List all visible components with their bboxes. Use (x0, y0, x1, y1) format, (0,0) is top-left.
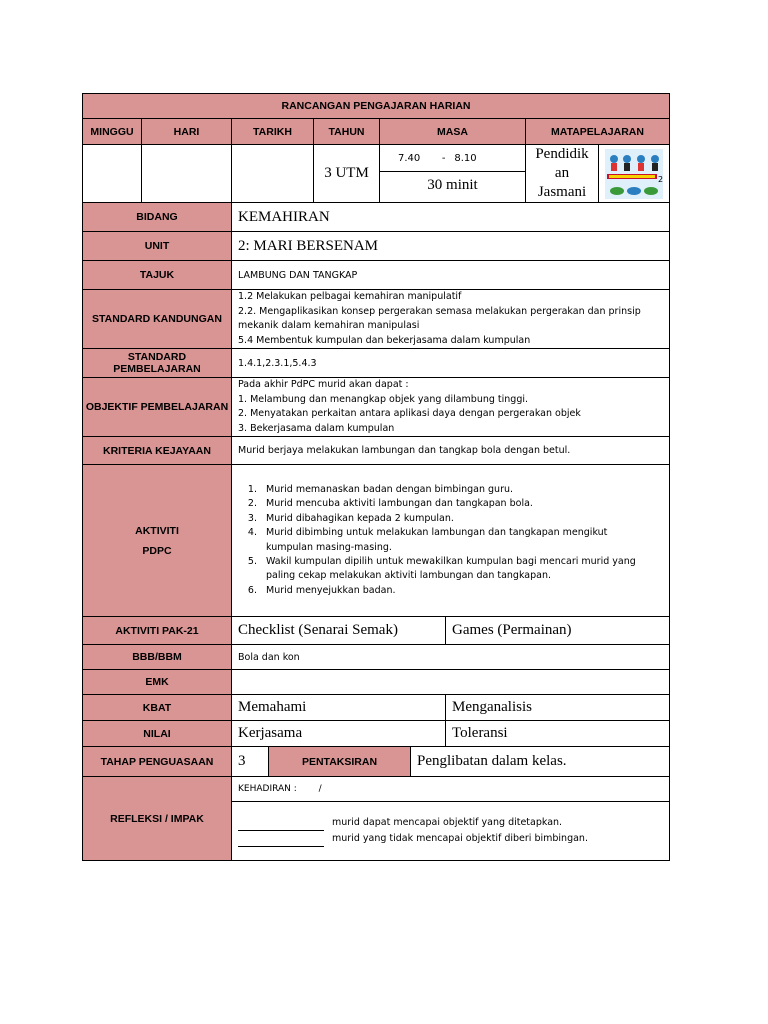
label-tajuk: TAJUK (83, 261, 232, 290)
label-objektif: OBJEKTIF PEMBELAJARAN (83, 378, 232, 437)
objektif-line-2: 1. Melambung dan menangkap objek yang dilambung tinggi. (238, 393, 529, 405)
value-tahap: 3 (232, 747, 269, 776)
lesson-plan-sheet (82, 93, 669, 861)
value-kbat-b: Menganalisis (446, 695, 670, 721)
value-kbat-a: Memahami (232, 695, 446, 721)
value-tajuk: LAMBUNG DAN TANGKAP (232, 261, 670, 290)
label-kbat: KBAT (83, 695, 232, 721)
subject-line-2: an (554, 165, 570, 181)
document-title: RANCANGAN PENGAJARAN HARIAN (83, 94, 670, 119)
value-standard-kandungan (232, 290, 670, 349)
value-pak21-a: Checklist (Senarai Semak) (232, 617, 446, 645)
value-emk (232, 670, 670, 695)
header-minggu: MINGGU (83, 119, 142, 145)
aktiviti-item-4: 4. Murid dibimbing untuk melakukan lambungan dan tangkapan mengikut kumpulan masing-masing. (260, 526, 655, 555)
subject-cell (526, 145, 599, 203)
label-nilai: NILAI (83, 721, 232, 747)
refleksi-lines (232, 801, 669, 860)
label-bidang: BIDANG (83, 203, 232, 232)
masa-end: 8.10 (454, 153, 477, 165)
value-pentaksiran: Penglibatan dalam kelas. (417, 753, 567, 769)
minggu-cell (83, 145, 142, 203)
header-tarikh: TARIKH (232, 119, 314, 145)
header-matapelajaran: MATAPELAJARAN (526, 119, 670, 145)
value-objektif (232, 378, 670, 437)
aktiviti-item-3: 3. Murid dibahagikan kepada 2 kumpulan. (260, 512, 655, 526)
value-standard-pembelajaran: 1.4.1,2.3.1,5.4.3 (232, 349, 670, 378)
tahap-row (232, 747, 670, 777)
header-hari: HARI (142, 119, 232, 145)
label-refleksi: REFLEKSI / IMPAK (83, 777, 232, 861)
label-standard-pembelajaran: STANDARD PEMBELAJARAN (83, 349, 232, 378)
masa-cell (380, 145, 526, 203)
refleksi-blank-1 (238, 821, 324, 831)
label-aktiviti-line-1: AKTIVITI (135, 524, 179, 537)
aktiviti-item-2: 2. Murid mencuba aktiviti lambungan dan tangkapan bola. (260, 497, 655, 511)
label-aktiviti-line-2: PDPC (142, 544, 172, 557)
label-unit: UNIT (83, 232, 232, 261)
lesson-plan-table (82, 93, 670, 861)
value-bidang: KEMAHIRAN (232, 203, 670, 232)
refleksi-text-2: murid yang tidak mencapai objektif diberi bimbingan. (332, 832, 588, 844)
objektif-line-3: 2. Menyatakan perkaitan antara aplikasi daya dengan pergerakan objek (238, 408, 581, 419)
sk-line-2: 2.2. Mengaplikasikan konsep pergerakan semasa melakukan pergerakan dan prinsip (238, 305, 641, 317)
label-pak21: AKTIVITI PAK-21 (83, 617, 232, 645)
subject-line-3: Jasmani (537, 184, 587, 200)
refleksi-cell (232, 777, 670, 861)
label-pentaksiran: PENTAKSIRAN (269, 747, 411, 776)
kehadiran-slash: / (318, 783, 322, 794)
label-emk: EMK (83, 670, 232, 695)
label-tahap: TAHAP PENGUASAAN (83, 747, 232, 777)
value-pak21-b: Games (Permainan) (446, 617, 670, 645)
kehadiran-label: KEHADIRAN : (238, 783, 297, 794)
label-aktiviti (83, 465, 232, 617)
value-aktiviti (232, 465, 670, 617)
aktiviti-item-6: 6. Murid menyejukkan badan. (260, 584, 655, 598)
tarikh-cell (232, 145, 314, 203)
label-kriteria: KRITERIA KEJAYAAN (83, 437, 232, 465)
sk-line-4: 5.4 Membentuk kumpulan dan bekerjasama dalam kumpulan (238, 334, 531, 346)
objektif-line-4: 3. Bekerjasama dalam kumpulan (238, 422, 395, 434)
label-standard-kandungan: STANDARD KANDUNGAN (83, 290, 232, 349)
durasi: 30 minit (427, 177, 478, 194)
subject-thumbnail-cell (599, 145, 670, 203)
sk-line-3: mekanik dalam kemahiran manipulasi (238, 320, 420, 331)
refleksi-blank-2 (238, 837, 324, 847)
hari-cell (142, 145, 232, 203)
value-unit: 2: MARI BERSENAM (232, 232, 670, 261)
header-tahun: TAHUN (314, 119, 380, 145)
header-masa: MASA (380, 119, 526, 145)
tahun-value: 3 UTM (314, 145, 380, 203)
value-nilai-a: Kerjasama (232, 721, 446, 747)
sk-line-1: 1.2 Melakukan pelbagai kemahiran manipulatif (238, 291, 462, 302)
aktiviti-item-1: 1. Murid memanaskan badan dengan bimbingan guru. (260, 483, 655, 497)
value-bbb: Bola dan kon (232, 645, 670, 670)
masa-dash: - (441, 153, 446, 165)
refleksi-text-1: murid dapat mencapai objektif yang ditetapkan. (332, 816, 563, 828)
aktiviti-item-5: 5. Wakil kumpulan dipilih untuk mewakilkan kumpulan bagi mencari murid yang paling cekap melakukan aktiviti lambungan dan tangkapan. (260, 555, 655, 584)
value-kriteria: Murid berjaya melakukan lambungan dan tangkap bola dengan betul. (232, 437, 670, 465)
aktiviti-list (232, 483, 655, 598)
objektif-line-1: Pada akhir PdPC murid akan dapat : (238, 379, 409, 390)
kehadiran-row (232, 777, 669, 801)
svg-text:2: 2 (658, 174, 663, 184)
subject-line-1: Pendidik (535, 146, 589, 162)
value-nilai-b: Toleransi (446, 721, 670, 747)
pendidikan-jasmani-thumbnail-icon (605, 149, 663, 199)
label-bbb: BBB/BBM (83, 645, 232, 670)
masa-start: 7.40 (398, 153, 421, 165)
